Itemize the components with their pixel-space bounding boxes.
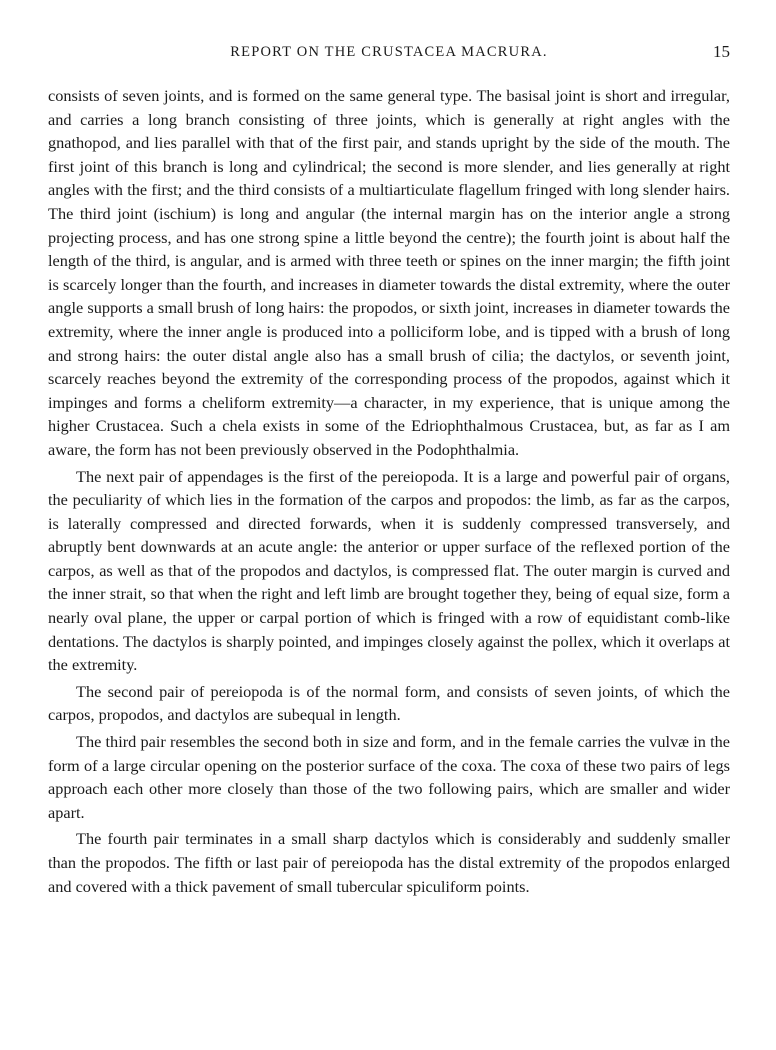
running-head — [48, 44, 730, 64]
paragraph-second-pereiopoda: The second pair of pereiopoda is of the normal form, and consists of seven joints, of which the carpos, propodos, and dactylos are subequal in length. — [48, 681, 730, 725]
body-text — [48, 84, 730, 898]
page-number: 15 — [713, 42, 730, 61]
paragraph-fourth-pair: The fourth pair terminates in a small sharp dactylos which is considerably and suddenly smaller than the propodos. The fifth or last pair of pereiopoda has the distal extremity of the propodos enlarged and covered with a thick pavement of small tubercular spiculiform points. — [48, 829, 730, 896]
paragraph-continued: consists of seven joints, and is formed on the same general type. The basisal joint is short and irregular, and carries a long branch consisting of three joints, which is generally at right angles with the gnathopod, and lies parallel with that of the first pair, and stands upright by the side of the mouth. The first joint of this branch is long and cylindrical; the second is more slender, and lies generally at right angles with the first; and the third consists of a multiarticulate flagellum fringed with long slender hairs. The third joint (ischium) is long and angular (the internal margin has on the interior angle a strong projecting process, and has one strong spine a little beyond the centre); the fourth joint is about half the length of the third, is angular, and is armed with three teeth or spines on the inner margin; the fifth joint is scarcely longer than the fourth, and increases in diameter towards the distal extremity, where the outer angle supports a small brush of long hairs: the propodos, or sixth joint, increases in diameter towards the extremity, where the inner angle is produced into a polliciform lobe, and is tipped with a brush of long and strong hairs: the outer distal angle also has a small brush of cilia; the dactylos, or seventh joint, scarcely reaches beyond the extremity of the corresponding process of the propodos, against which it impinges and forms a cheliform extremity—a character, in my experience, that is unique among the higher Crustacea. Such a chela exists in some of the Edriophthalmous Crustacea, but, as far as I am aware, the form has not been previously observed in the Podophthalmia. — [48, 86, 730, 459]
paragraph-first-pereiopoda: The next pair of appendages is the first of the pereiopoda. It is a large and powerful pair of organs, the peculiarity of which lies in the formation of the carpos and propodos: the limb, as far as the carpos, is laterally compressed and directed forwards, when it is suddenly compressed transversely, and abruptly bent downwards at an acute angle: the anterior or upper surface of the reflexed portion of the carpos, as well as that of the propodos and dactylos, is compressed flat. The outer margin is curved and the inner strait, so that when the right and left limb are brought together they, being of equal size, form a nearly oval plane, the upper or carpal portion of which is fringed with a row of equidistant comb-like dentations. The dactylos is sharply pointed, and impinges closely against the pollex, which it overlaps at the extremity. — [48, 466, 730, 675]
paragraph-third-pair: The third pair resembles the second both in size and form, and in the female carries the vulvæ in the form of a large circular opening on the posterior surface of the coxa. The coxa of these two pairs of legs approach each other more closely than those of the two following pairs, which are smaller and wider apart. — [48, 732, 730, 822]
running-title: REPORT ON THE CRUSTACEA MACRURA. — [230, 44, 548, 60]
